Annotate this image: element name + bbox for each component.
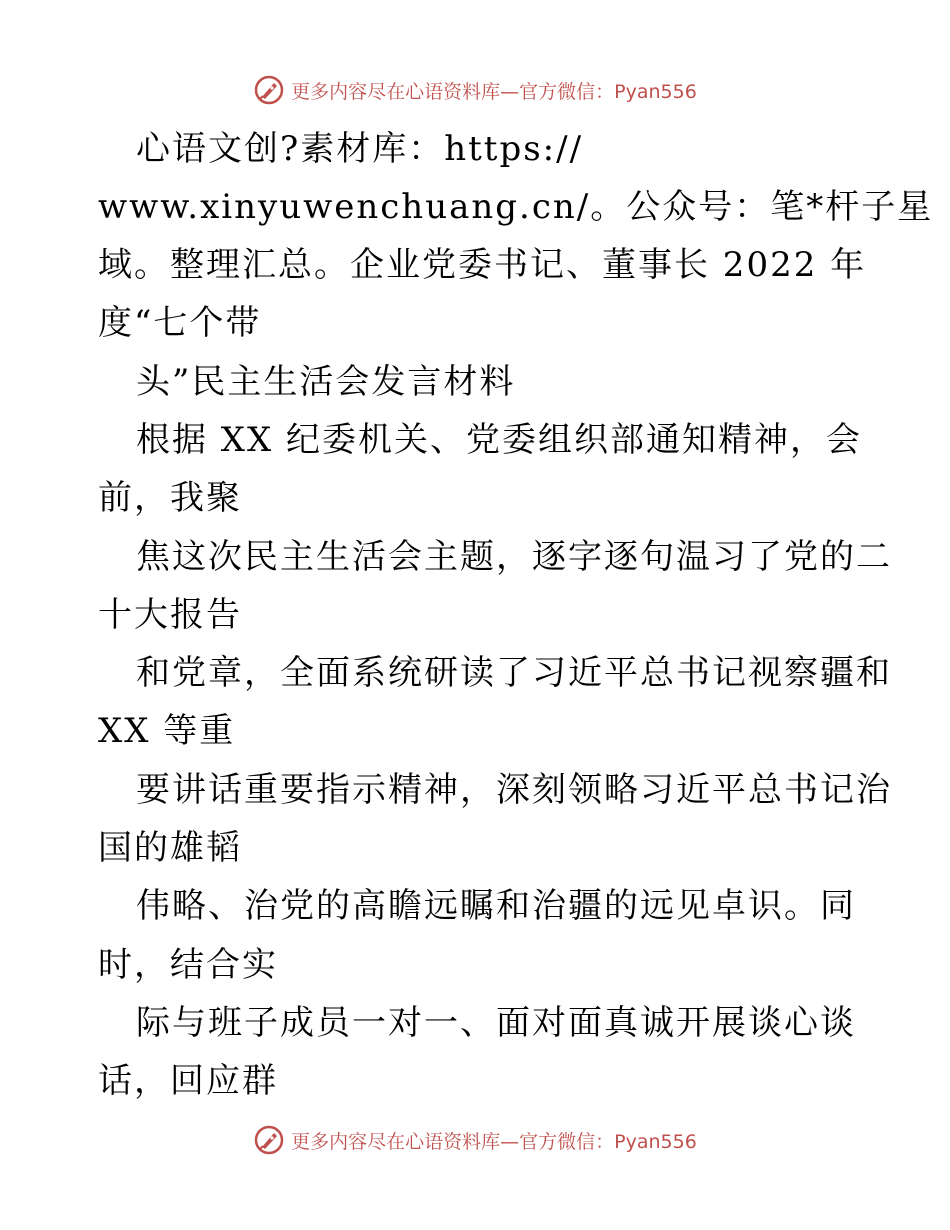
doc-line: 国的雄韬 (98, 828, 242, 868)
doc-line: 要讲话重要指示精神，深刻领略习近平总书记治 (136, 770, 892, 810)
pen-nib-logo-icon (253, 74, 285, 106)
footer-banner (0, 1120, 950, 1160)
doc-line: 和党章，全面系统研读了习近平总书记视察疆和 (136, 653, 892, 693)
doc-line: 域。整理汇总。企业党委书记、董事长 2022 年 (98, 245, 867, 285)
doc-line: 根据 XX 纪委机关、党委组织部通知精神，会 (136, 420, 863, 460)
doc-line: www.xinyuwenchuang.cn/。公众号：笔*杆子星 (98, 187, 934, 227)
doc-line: 焦这次民主生活会主题，逐字逐句温习了党的二 (136, 537, 892, 577)
footer-banner-text: 更多内容尽在心语资料库—官方微信：Pyan556 (291, 1130, 697, 1153)
doc-line: 度“七个带 (98, 303, 262, 343)
doc-line: 前，我聚 (98, 478, 242, 518)
doc-line: 伟略、治党的高瞻远瞩和治疆的远见卓识。同 (136, 886, 856, 926)
doc-line: 十大报告 (98, 595, 242, 635)
doc-line: XX 等重 (98, 711, 236, 751)
pen-nib-logo-icon (253, 1124, 285, 1156)
header-banner-text: 更多内容尽在心语资料库—官方微信：Pyan556 (291, 80, 697, 103)
header-banner (0, 70, 950, 110)
doc-line: 头”民主生活会发言材料 (136, 362, 516, 402)
doc-line: 话，回应群 (98, 1061, 278, 1101)
doc-line: 际与班子成员一对一、面对面真诚开展谈心谈 (136, 1003, 856, 1043)
doc-line: 时，结合实 (98, 945, 278, 985)
doc-line: 心语文创?素材库：https:// (136, 129, 584, 169)
